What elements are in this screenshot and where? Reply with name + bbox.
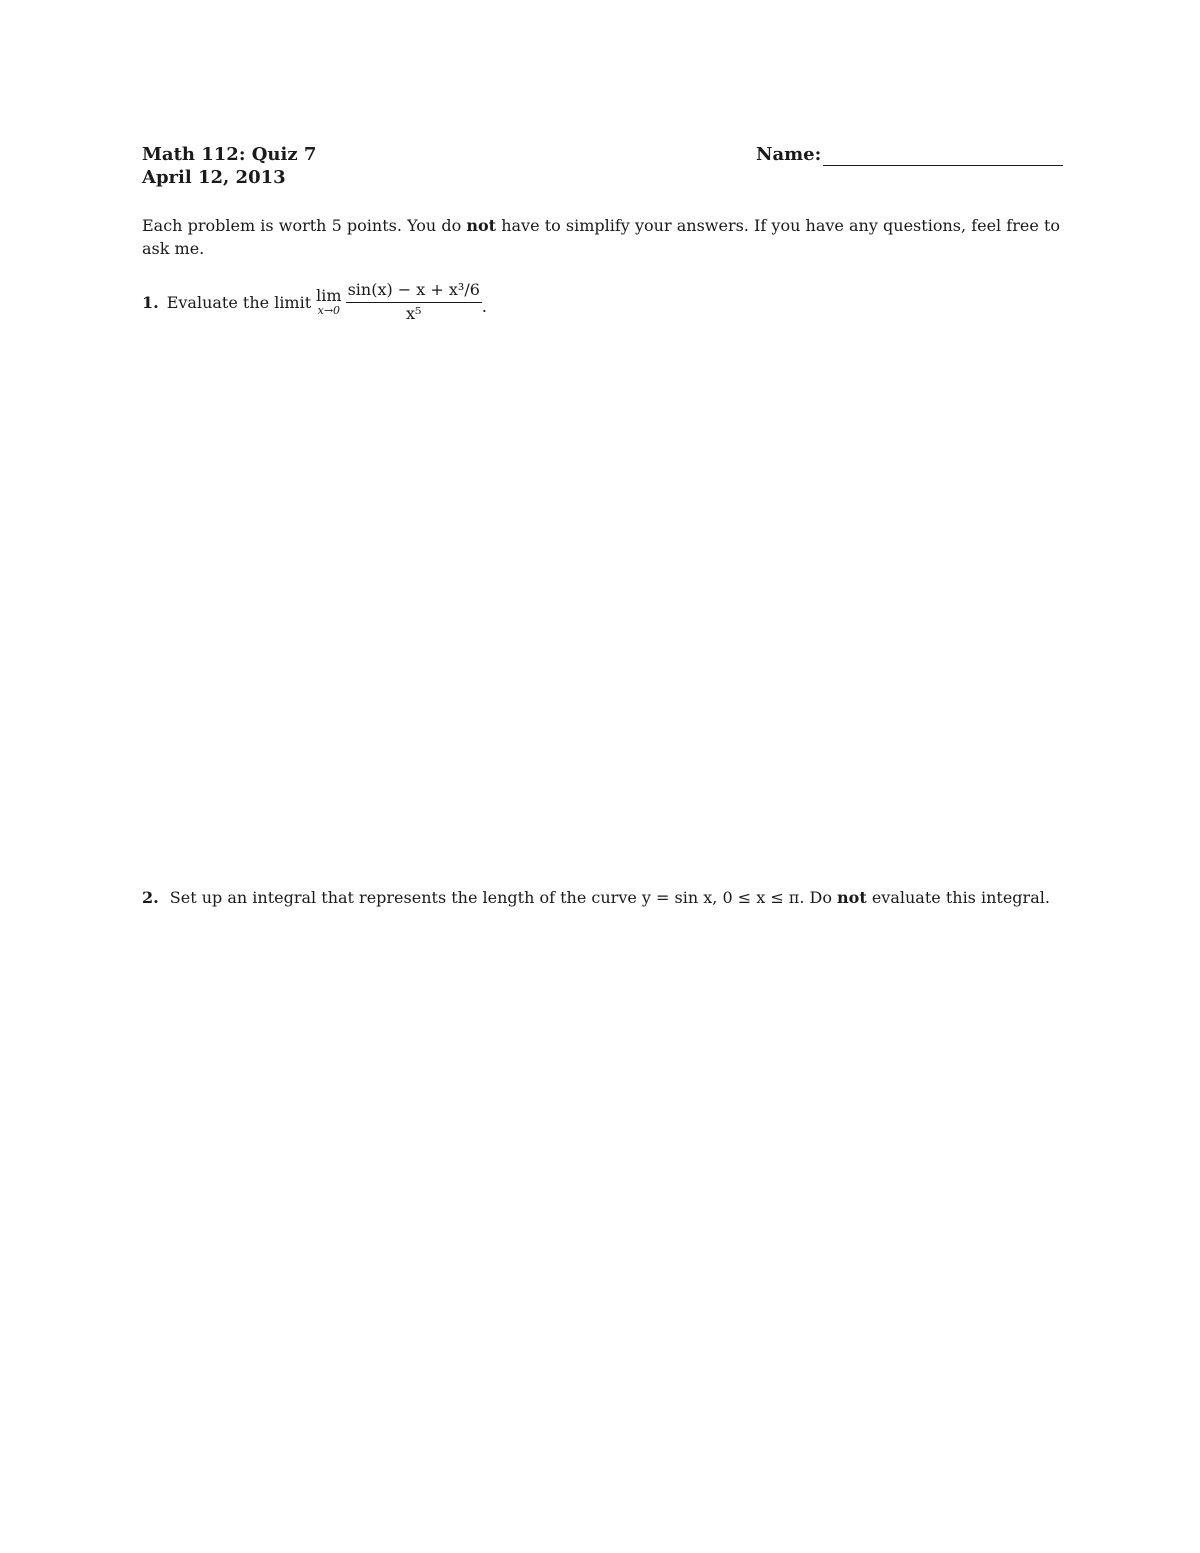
instructions — [142, 214, 1060, 260]
problem-1 — [142, 280, 487, 324]
name-field — [756, 143, 1063, 166]
course-title: Math 112: Quiz 7 — [142, 144, 317, 165]
problem-1-period: . — [481, 296, 487, 316]
instructions-text-2: have to simplify your answers. If you have any questions, feel free to ask me. — [142, 216, 1061, 258]
problem-1-number: 1. — [142, 292, 159, 312]
name-label: Name: — [756, 144, 822, 165]
lim-subscript: x→0 — [317, 304, 341, 317]
problem-2-text-1: Set up an integral that represents the length of the curve y = sin x, 0 ≤ x ≤ π. Do — [169, 888, 838, 907]
fraction-denominator: x⁵ — [406, 304, 422, 323]
problem-2-emphasis: not — [837, 888, 867, 907]
limit-fraction — [346, 280, 482, 324]
problem-2-number: 2. — [142, 888, 159, 907]
lim-word: lim — [316, 286, 342, 305]
quiz-header — [142, 143, 316, 189]
instructions-text-1: Each problem is worth 5 points. You do — [142, 216, 467, 235]
fraction-numerator: sin(x) − x + x³/6 — [346, 280, 482, 303]
problem-2 — [142, 886, 1060, 909]
name-blank-line[interactable] — [823, 145, 1063, 166]
limit-operator — [316, 287, 341, 317]
quiz-date: April 12, 2013 — [142, 167, 286, 188]
problem-1-prompt: Evaluate the limit — [166, 292, 312, 312]
problem-2-text-2: evaluate this integral. — [866, 888, 1050, 907]
instructions-emphasis: not — [466, 216, 497, 235]
